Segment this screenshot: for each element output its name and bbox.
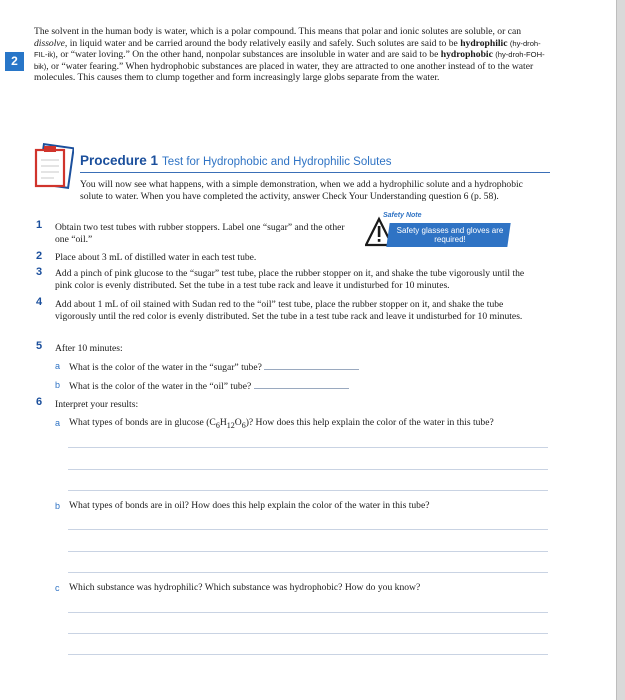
clipboard-icon [32, 142, 74, 190]
step-number: 4 [36, 296, 43, 308]
procedure-header [80, 152, 550, 173]
answer-line[interactable] [68, 633, 548, 634]
answer-line[interactable] [68, 447, 548, 448]
step-2: Place about 3 mL of distilled water in each test tube. [55, 252, 257, 263]
step-4: Add about 1 mL of oil stained with Sudan red to the “oil” test tube, place the rubber stopper on it, and shake the tube vigorously until the red color is evenly distributed. Set the tube in a test tube rack and leave it undisturbed for 10 minutes. [55, 299, 523, 322]
answer-line[interactable] [68, 612, 548, 613]
answer-line[interactable] [68, 572, 548, 573]
step-6b: What types of bonds are in oil? How does this help explain the color of the water in this tube? [69, 500, 430, 511]
answer-line[interactable] [68, 654, 548, 655]
answer-line[interactable] [68, 490, 548, 491]
intro-paragraph: The solvent in the human body is water, which is a polar compound. This means that polar and ionic solutes are soluble, or can dissolve, in liquid water and be carried around the body relatively easily and safely. Such solutes are said to be hydrophilic (hy-droh-FIL-ik), or “water loving.” On the other hand, nonpolar substances are insoluble in water and are said to be hydrophobic (hy-droh-FOH-bik), or “water fearing.” When hydrophobic substances are placed in water, they are attracted to one another instead of to the water molecules. This causes them to clump together and form increasingly large globs separate from the water. [34, 26, 545, 84]
sub-letter: c [55, 583, 60, 593]
step-number: 6 [36, 396, 43, 408]
step-6c: Which substance was hydrophilic? Which substance was hydrophobic? How do you know? [69, 582, 421, 593]
safety-note-label: Safety Note [383, 212, 422, 219]
step-5a: What is the color of the water in the “sugar” tube? [69, 360, 489, 374]
procedure-title: Procedure 1 [80, 153, 159, 168]
margin-badge: 2 [5, 52, 24, 71]
step-6a: What types of bonds are in glucose $(C_6H_{12}O_6)$? How does this help explain the color of the water in this tube? [69, 417, 494, 430]
sub-letter: b [55, 380, 61, 390]
sub-letter: a [55, 418, 61, 428]
answer-line[interactable] [68, 529, 548, 530]
step-5b: What is the color of the water in the “oil” tube? [69, 379, 489, 393]
safety-text: Safety glasses and gloves are required! [396, 226, 504, 244]
procedure-subtitle: Test for Hydrophobic and Hydrophilic Solutes [162, 156, 392, 168]
sub-letter: b [55, 501, 61, 511]
answer-line[interactable] [68, 551, 548, 552]
procedure-intro: You will now see what happens, with a simple demonstration, when we add a hydrophilic solute and a hydrophobic solute to water. When you have completed the activity, answer Check Your Understanding question 6 (p. 58). [80, 179, 523, 202]
answer-blank[interactable] [254, 379, 349, 389]
step-3: Add a pinch of pink glucose to the “sugar” test tube, place the rubber stopper on it, and shake the tube vigorously until the pink color is evenly distributed. Set the tube in a test tube rack and leave it undisturbed for 10 minutes. [55, 268, 525, 291]
answer-blank[interactable] [264, 360, 359, 370]
answer-line[interactable] [68, 469, 548, 470]
step-5: After 10 minutes: [55, 343, 123, 354]
step-6: Interpret your results: [55, 399, 139, 410]
step-1: Obtain two test tubes with rubber stoppers. Label one “sugar” and the other one “oil.” [55, 222, 345, 245]
sub-letter: a [55, 361, 61, 371]
page-edge [616, 0, 625, 700]
step-number: 5 [36, 340, 43, 352]
step-number: 1 [36, 219, 43, 231]
step-number: 2 [36, 250, 43, 262]
step-number: 3 [36, 266, 43, 278]
